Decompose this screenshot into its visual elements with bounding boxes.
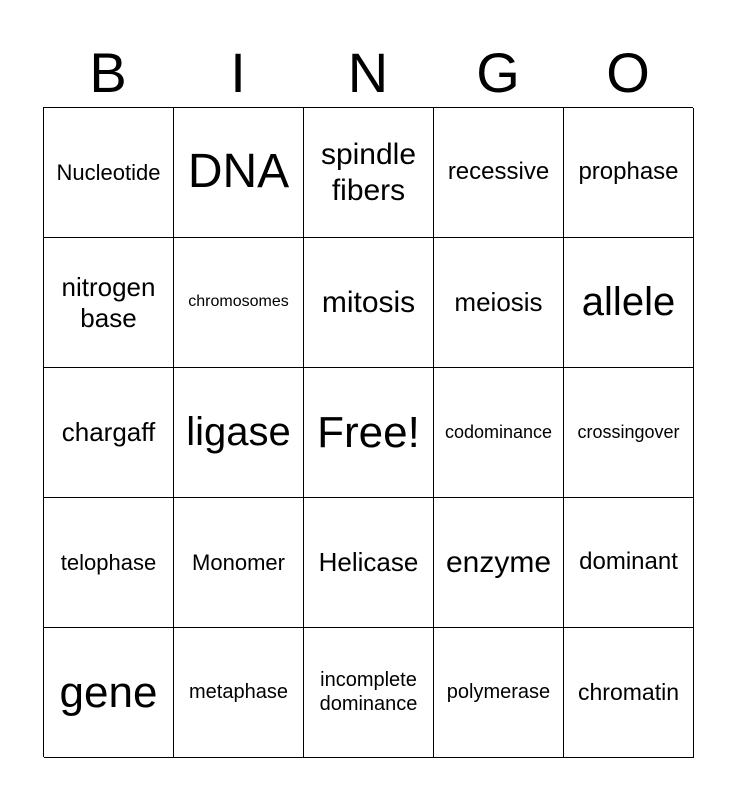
bingo-board <box>43 107 693 757</box>
bingo-cell[interactable]: crossingover <box>564 368 694 498</box>
bingo-cell[interactable]: Nucleotide <box>44 108 174 238</box>
bingo-cell[interactable]: ligase <box>174 368 304 498</box>
bingo-cell[interactable]: metaphase <box>174 628 304 758</box>
bingo-cell[interactable]: allele <box>564 238 694 368</box>
bingo-cell[interactable]: meiosis <box>434 238 564 368</box>
bingo-cell[interactable]: recessive <box>434 108 564 238</box>
bingo-cell[interactable]: codominance <box>434 368 564 498</box>
bingo-cell[interactable]: polymerase <box>434 628 564 758</box>
bingo-cell[interactable]: prophase <box>564 108 694 238</box>
bingo-cell[interactable]: chromatin <box>564 628 694 758</box>
bingo-cell[interactable]: incomplete dominance <box>304 628 434 758</box>
bingo-cell[interactable]: mitosis <box>304 238 434 368</box>
bingo-cell[interactable]: gene <box>44 628 174 758</box>
bingo-cell[interactable]: nitrogen base <box>44 238 174 368</box>
bingo-cell[interactable]: dominant <box>564 498 694 628</box>
header-letter-n: N <box>347 41 389 104</box>
header-letter-o: O <box>606 41 650 104</box>
header-letter-g: G <box>476 41 520 104</box>
bingo-cell[interactable]: enzyme <box>434 498 564 628</box>
bingo-cell[interactable]: chromosomes <box>174 238 304 368</box>
bingo-cell[interactable]: Helicase <box>304 498 434 628</box>
header-letter-b: B <box>89 41 127 104</box>
header-letter-i: I <box>230 41 246 104</box>
bingo-cell[interactable]: telophase <box>44 498 174 628</box>
bingo-header <box>43 40 693 106</box>
bingo-cell[interactable]: DNA <box>174 108 304 238</box>
bingo-cell[interactable]: chargaff <box>44 368 174 498</box>
free-space-cell[interactable]: Free! <box>304 368 434 498</box>
bingo-cell[interactable]: spindle fibers <box>304 108 434 238</box>
bingo-cell[interactable]: Monomer <box>174 498 304 628</box>
